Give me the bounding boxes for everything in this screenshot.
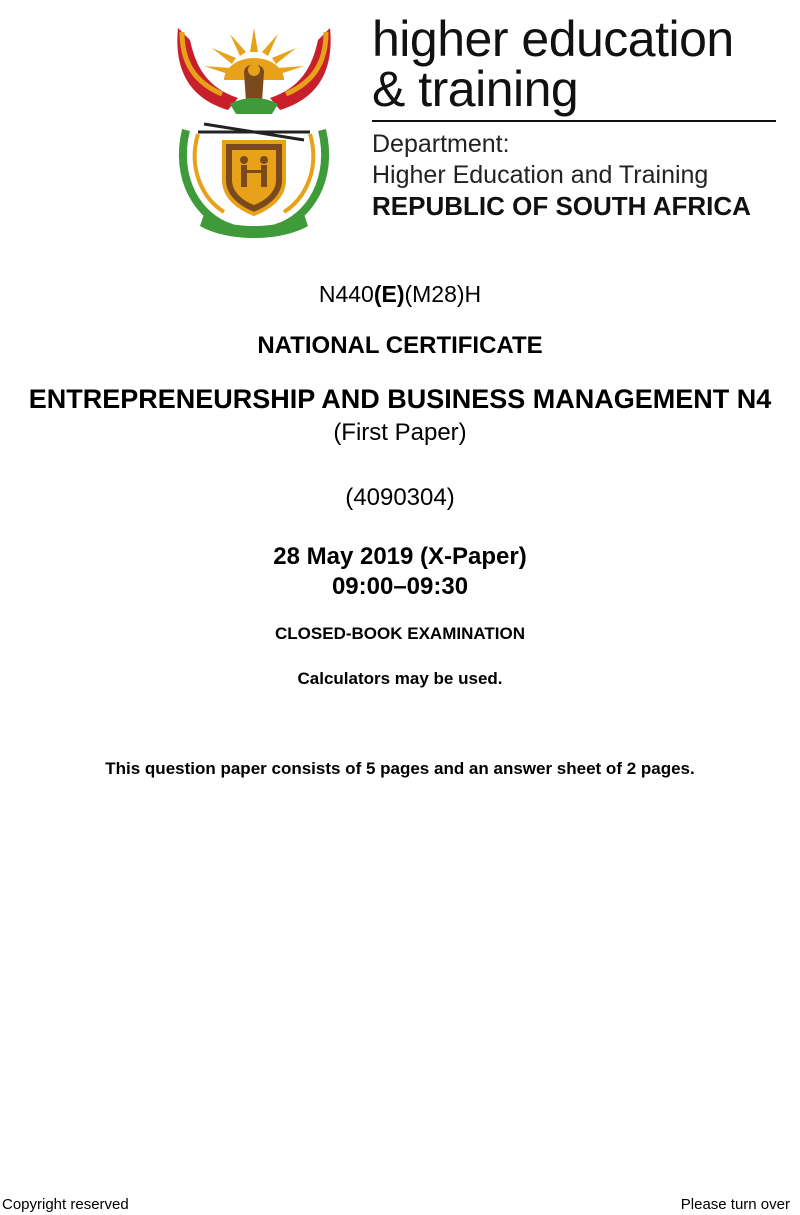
certificate-title: NATIONAL CERTIFICATE xyxy=(257,332,543,359)
exam-time: 09:00–09:30 xyxy=(331,573,469,600)
paper-number: (First Paper) xyxy=(333,419,467,446)
subject-title: ENTREPRENEURSHIP AND BUSINESS MANAGEMENT N4 xyxy=(28,384,772,414)
page-count-note: This question paper consists of 5 pages and an answer sheet of 2 pages. xyxy=(105,759,695,778)
paper-code-language: (E) xyxy=(373,281,405,307)
brand-title-line1: higher education xyxy=(372,11,734,67)
department-label: Department: xyxy=(372,130,510,158)
exam-type: CLOSED-BOOK EXAMINATION xyxy=(275,624,525,643)
header-divider xyxy=(372,120,776,122)
exam-date: 28 May 2019 (X-Paper) xyxy=(273,543,527,570)
footer-copyright: Copyright reserved xyxy=(2,1196,129,1213)
paper-code-suffix: (M28)H xyxy=(404,281,482,307)
subject-code: (4090304) xyxy=(345,484,455,511)
country-name: REPUBLIC OF SOUTH AFRICA xyxy=(372,191,751,221)
paper-code-prefix: N440 xyxy=(318,281,374,307)
coat-of-arms-icon xyxy=(168,18,340,240)
department-name: Higher Education and Training xyxy=(372,161,709,189)
footer-turn-over: Please turn over xyxy=(680,1196,790,1213)
paper-code xyxy=(0,281,800,308)
brand-title-line2: & training xyxy=(372,61,579,117)
calculator-note: Calculators may be used. xyxy=(297,669,503,688)
